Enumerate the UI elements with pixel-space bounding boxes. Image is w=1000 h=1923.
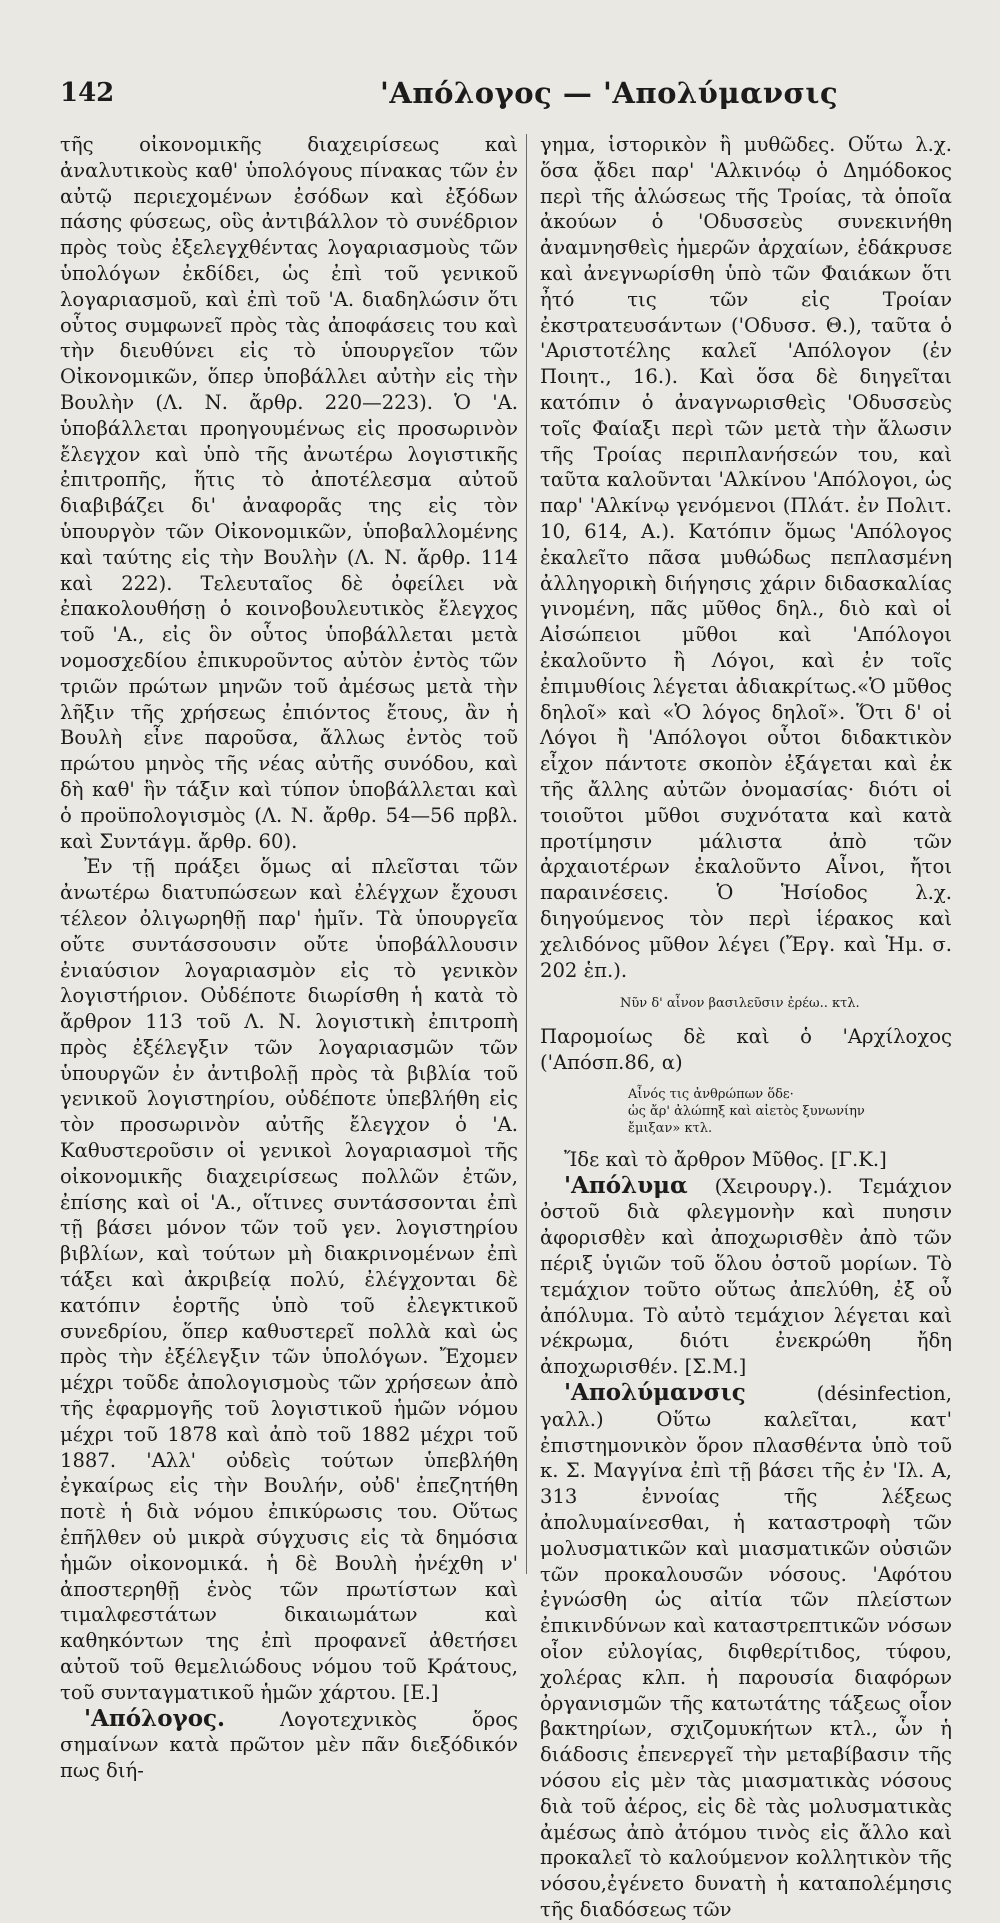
entry-apolymansis — [540, 1380, 952, 1923]
left-paragraph-2: Ἐν τῇ πράξει ὅμως αἱ πλεῖσται τῶν ἀνωτέρω διατυπώσεων καὶ ἐλέγχων ἔχουσι τέλεον ὀλιγωρηθῇ παρ' ἡμῖν. Τὰ ὑπουργεῖα οὔτε συντάσσουσιν οὔτε ὑποβάλλουσιν ἐνιαύσιον λογαριασμὸν εἰς τὸ γενικὸν λογιστήριον. Οὐδέποτε διωρίσθη ἡ κατὰ τὸ ἄρθρον 113 τοῦ Λ. Ν. λογιστικὴ ἐπιτροπὴ πρὸς ἐξέλεγξιν τῶν λογαριασμῶν τῶν ὑπουργῶν ἐν ἀντιβολῇ πρὸς τὰ βιβλία τοῦ γενικοῦ λογιστηρίου, οὐδέποτε ὑπεβλήθη εἰς τὸν προσωρινὸν αὐτῆς ἔλεγχον ὁ 'Α. Καθυστεροῦσιν οἱ γενικοὶ λογαριασμοὶ τῆς οἰκονομικῆς διαχειρίσεως πολλῶν ἐτῶν, ἐπίσης καὶ οἱ 'Α., οἵτινες συντάσσονται ἐπὶ τῇ βάσει μόνον τῶν τοῦ γεν. λογιστηρίου βιβλίων, καὶ τούτων μὴ διακρινομένων ἐπὶ τάξει καὶ ἀκριβείᾳ πολύ, ἐλέγχονται δὲ κατόπιν ἑορτῆς ὑπὸ τοῦ ἐλεγκτικοῦ συνεδρίου, ὅπερ καθυστερεῖ πολλὰ καὶ ὡς πρὸς τὴν ἐξέλεγξιν τῶν ὑπολόγων. Ἔχομεν μέχρι τοῦδε ἀπολογισμοὺς τῶν χρήσεων ἀπὸ τῆς ἐφαρμογῆς τοῦ λογιστικοῦ ἡμῶν νόμου μέχρι τοῦ 1878 καὶ ἀπὸ τοῦ 1882 μέχρι τοῦ 1887. 'Αλλ' οὐδεὶς τούτων ὑπεβλήθη ἐγκαίρως εἰς τὴν Βουλήν, οὐδ' ἐπεζητήθη ποτὲ ἡ διὰ νόμου ἐπικύρωσις του. Οὕτως ἐπῆλθεν οὐ μικρὰ σύγχυσις εἰς τὰ δημόσια ἡμῶν οἰκονομικά. ἡ δὲ Βουλὴ ἠνέχθη ν' ἀποστερηθῇ ἑνὸς τῶν πρωτίστων καὶ τιμαλφεστάτων δικαιωμάτων καὶ καθηκόντων της ἐπὶ προφανεῖ ἀθετήσει αὐτοῦ τοῦ θεμελιώδους νόμου τοῦ Κράτους, τοῦ συνταγματικοῦ ἡμῶν χάρτου. [Ε.] — [60, 855, 518, 1704]
entry-apologos-head: 'Απόλογος. — [84, 1704, 226, 1732]
cross-reference: Ἴδε καὶ τὸ ἄρθρον Μῦθος. [Γ.Κ.] — [564, 1147, 887, 1171]
right-column — [540, 132, 952, 1921]
entry-apologos — [60, 1706, 518, 1784]
left-paragraph-1: τῆς οἰκονομικῆς διαχειρίσεως καὶ ἀναλυτικοὺς καθ' ὑπολόγους πίνακας τῶν ἐν αὐτῷ περιεχομένων ἐσόδων καὶ ἐξόδων πάσης φύσεως, οὓς ἀντιβάλλον τὸ συνέδριον πρὸς τοὺς ἐξελεγχθέντας λογαριασμοὺς τῶν ὑπολόγων ἐκδίδει, ὡς ἐπὶ τοῦ γενικοῦ λογαριασμοῦ, καὶ ἐπὶ τοῦ 'Α. διαδηλώσιν ὅτι οὗτος συμφωνεῖ πρὸς τὰς ἀποφάσεις του καὶ τὴν διευθύνει εἰς τὸ ὑπουργεῖον τῶν Οἰκονομικῶν, ὅπερ ὑποβάλλει αὐτὴν εἰς τὴν Βουλὴν (Λ. Ν. ἄρθρ. 220—223). Ὁ 'Α. ὑποβάλλεται προηγουμένως εἰς προσωρινὸν ἔλεγχον καὶ ὑπὸ τῆς ἀνωτέρω λογιστικῆς ἐπιτροπῆς, ἥτις τὸ ἀποτέλεσμα αὐτοῦ διαβιβάζει δι' ἀναφορᾶς της εἰς τὸν ὑπουργὸν τῶν Οἰκονομικῶν, ὑποβαλλομένης καὶ ταύτης εἰς τὴν Βουλὴν (Λ. Ν. ἄρθρ. 114 καὶ 222). Τελευταῖος δὲ ὀφείλει νὰ ἐπακολουθήσῃ ὁ κοινοβουλευτικὸς ἔλεγχος τοῦ 'Α., εἰς ὃν οὗτος ὑποβάλλεται μετὰ νομοσχεδίου ἐπικυροῦντος αὐτὸν ἐντὸς τῶν τριῶν πρώτων μηνῶν τοῦ ἀμέσως μετὰ τὴν λῆξιν τῆς χρήσεως ἐπιόντος ἔτους, ἂν ἡ Βουλὴ εἶνε παροῦσα, ἄλλως ἐντὸς τοῦ πρώτου μηνὸς τῆς νέας αὐτῆς συνόδου, καὶ δὴ καθ' ἣν τάξιν καὶ τύπον ὑποβάλλεται καὶ ὁ προϋπολογισμὸς (Λ. Ν. ἄρθρ. 54—56 πρβλ. καὶ Συντάγμ. ἄρθρ. 60). — [60, 133, 518, 853]
hesiod-quote: Νῦν δ' αἶνον βασιλεῦσιν ἐρέω.. κτλ. — [620, 996, 860, 1012]
right-paragraph-1: γημα, ἱστορικὸν ἢ μυθῶδες. Οὕτω λ.χ. ὅσα ᾄδει παρ' 'Αλκινόῳ ὁ Δημόδοκος περὶ τῆς ἁλώσεως τῆς Τροίας, τὰ ὁποῖα ἀκούων ὁ 'Οδυσσεὺς συνεκινήθη ἀναμνησθεὶς ἡμερῶν ἀρχαίων, ἐδάκρυσε καὶ ἀνεγνωρίσθη ὑπὸ τῶν Φαιάκων ὅτι ἦτό τις τῶν εἰς Τροίαν ἐκστρατευσάντων ('Οδυσσ. Θ.), ταῦτα ὁ 'Αριστοτέλης καλεῖ 'Απόλογον (ἐν Ποιητ., 16.). Καὶ ὅσα δὲ διηγεῖται κατόπιν ὁ ἀναγνωρισθεὶς 'Οδυσσεὺς τοῖς Φαίαξι περὶ τῶν μετὰ τὴν ἅλωσιν τῆς Τροίας περιπλανήσεών του, καὶ ταῦτα καλοῦνται 'Αλκίνου 'Απόλογοι, ὡς παρ' 'Αλκίνῳ γενόμενοι (Πλάτ. ἐν Πολιτ. 10, 614, Α.). Κατόπιν ὅμως 'Απόλογος ἐκαλεῖτο πᾶσα μυθώδως πεπλασμένη ἀλληγορικὴ διήγησις χάριν διδασκαλίας γινομένη, πᾶς μῦθος δηλ., διὸ καὶ οἱ Αἰσώπειοι μῦθοι καὶ 'Απόλογοι ἐκαλοῦντο ἢ Λόγοι, καὶ ἐν τοῖς ἐπιμυθίοις λέγεται ἀδιακρίτως.«Ὁ μῦθος δηλοῖ» καὶ «Ὁ λόγος δηλοῖ». Ὅτι δ' οἱ Λόγοι ἢ 'Απόλογοι οὗτοι διδακτικὸν εἶχον πάντοτε σκοπὸν ἐξάγεται καὶ ἐκ τῆς ἄλλης αὐτῶν ὀνομασίας· διότι οἱ τοιοῦτοι μῦθοι συχνότατα καὶ κατὰ προτίμησιν μάλιστα ἀπὸ τῶν ἀρχαιοτέρων ἐκαλοῦντο Αἶνοι, ἤτοι παραινέσεις. Ὁ Ἡσίοδος λ.χ. διηγούμενος τὸν περὶ ἱέρακος καὶ χελιδόνος μῦθον λέγει (Ἔργ. καὶ Ἡμ. σ. 202 ἑπ.). — [540, 133, 952, 982]
left-column — [60, 132, 518, 1783]
entry-apologos-text: Λογοτεχνικὸς ὅρος σημαίνων κατὰ πρῶτον μὲν πᾶν διεξόδικόν πως διή- — [60, 1707, 518, 1783]
archilochus-quote-line-3: ἔμιξαν» κτλ. — [628, 1120, 713, 1136]
entry-apolyma-head: 'Απόλυμα — [564, 1171, 688, 1199]
entry-apolymansis-text: (désinfection, γαλλ.) Οὕτω καλεῖται, κατ' ἐπιστημονικὸν ὅρον πλασθέντα ὑπὸ τοῦ κ. Σ. Μαγγίνα ἐπὶ τῇ βάσει τῆς ἐν 'Ιλ. Α, 313 ἐννοίας τῆς λέξεως ἀπολυμαίνεσθαι, ἡ καταστροφὴ τῶν μολυσματικῶν καὶ μιασματικῶν οὐσιῶν τῶν προκαλουσῶν νόσους. 'Αφότου ἐγνώσθη ὡς αἰτία τῶν πλείστων ἐπικινδύνων καὶ καταστρεπτικῶν νόσων οἷον εὐλογίας, διφθερίτιδος, τύφου, χολέρας κλπ. ἡ παρουσία διαφόρων ὀργανισμῶν τῆς κατωτάτης τάξεως οἷον βακτηρίων, σχιζομυκήτων κτλ., ὧν ἡ διάδοσις ἐπενεργεῖ τὴν μεταβίβασιν τῆς νόσου εἰς μὲν τὰς μιασματικὰς νόσους διὰ τοῦ ἀέρος, εἰς δὲ τὰς μολυσματικὰς ἀμέσως ἀπὸ ἀτόμου τινὸς εἰς ἄλλο καὶ προκαλεῖ τὸ καλούμενον κολλητικὸν τῆς νόσου,ἐγένετο δυνατὴ ἡ καταπολέμησις τῆς διαδόσεως τῶν — [540, 1382, 952, 1921]
entry-apolymansis-head: 'Απολύμανσις — [564, 1379, 746, 1407]
page-number: 142 — [60, 78, 115, 108]
running-title: 'Απόλογος — 'Απολύμανσις — [380, 76, 839, 110]
archilochus-quote-line-1: Αἶνός τις ἀνθρώπων ὅδε· — [628, 1086, 794, 1102]
right-paragraph-2: Παρομοίως δὲ καὶ ὁ 'Αρχίλοχος ('Απόσπ.86, α) — [540, 1025, 952, 1075]
entry-apolyma-text: (Χειρουργ.). Τεμάχιον ὀστοῦ διὰ φλεγμονὴν καὶ πυησιν ἀφορισθὲν καὶ ἀποχωρισθὲν ἀπὸ τῶν πέριξ ὑγιῶν τοῦ ὅλου ὀστοῦ μορίων. Τὸ τεμάχιον τοῦτο οὕτως ἀπελύθη, ἐξ οὗ ἀπόλυμα. Τὸ αὐτὸ τεμάχιον λέγεται καὶ νέκρωμα, διότι ἐνεκρώθη ἤδη ἀποχωρισθέν. [Σ.Μ.] — [540, 1174, 952, 1379]
column-divider — [526, 134, 527, 1574]
running-head — [60, 78, 950, 118]
archilochus-quote-line-2: ὡς ἄρ' ἀλώπηξ καὶ αἰετὸς ξυνωνίην — [628, 1103, 865, 1119]
archilochus-quote — [628, 1086, 952, 1137]
entry-apolyma — [540, 1173, 952, 1380]
